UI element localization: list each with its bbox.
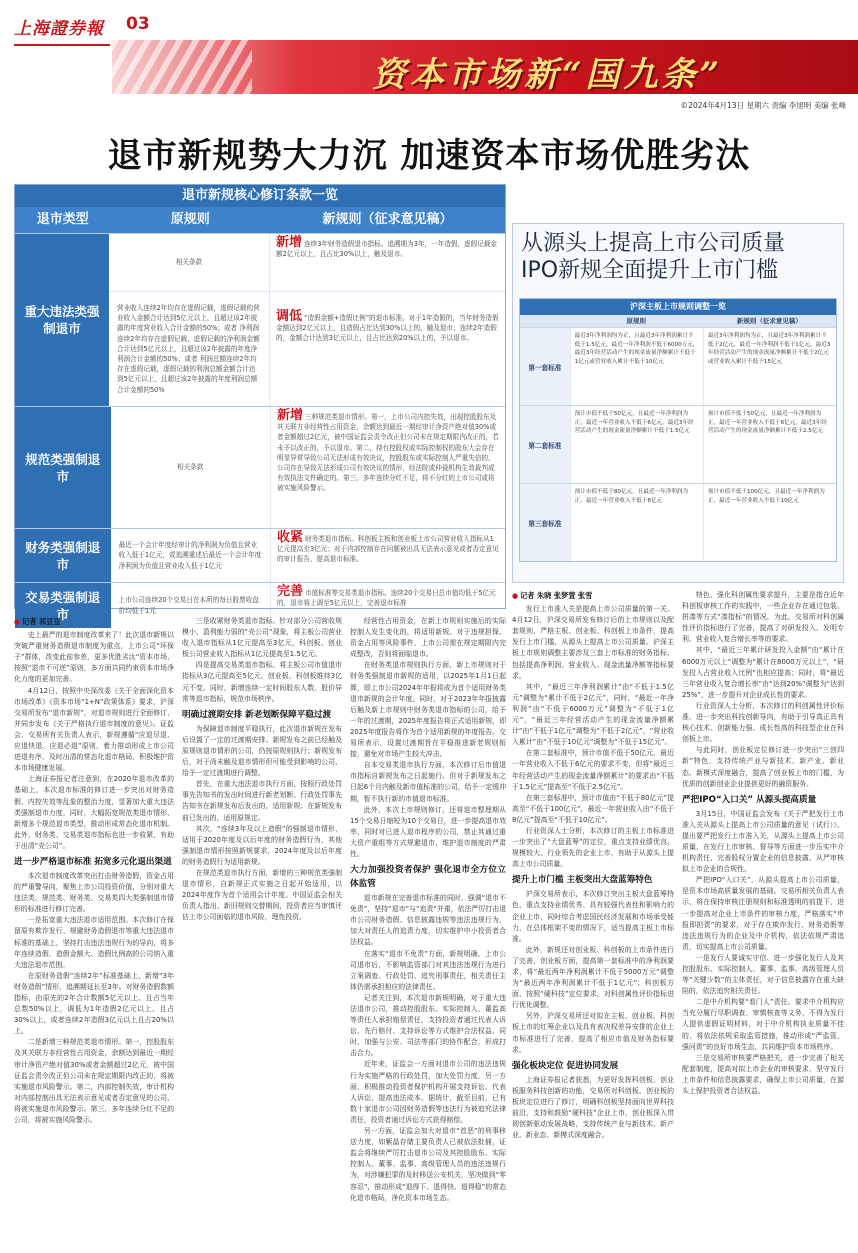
new-rule-text: 市值标准等交易类退市指标。连续20个交易日总市值均低于5亿元的，退市将上调至5亿元以上，完善退市标准: [276, 589, 496, 608]
old-rule-cell: 上市公司连续20个交易日在本所的每日股票收盘价均低于1元: [118, 596, 259, 615]
old-rule-cell: 最近一个会计年度经审计的净利润为负值且营业收入低于1亿元，或追溯重述后最近一个会计年度净利润为负值且营业收入低于1亿元: [118, 541, 262, 570]
ipo-old-cell: 预计市值不低于80亿元，且最近一年净利润为正，最近一年营业收入不低于8亿元: [570, 484, 703, 561]
paragraph: 自本交易类退市执行方面，本次修订后市值退市指标自新规发布之日起施行。但对于新规发布之日起6个月内触及新市值标准的公司，给予一定缓冲期，暂不执行新的市值退市标准。: [350, 761, 506, 803]
change-tag: 完善: [276, 584, 303, 599]
header-new-rule: 新规则（征求意见稿）: [322, 212, 453, 227]
paragraph: 4月12日，按照中央深改委《关于全面深化资本市场改革》《资本市场“1+N”政策体系》要求，沪深交易所发布“退市新规”，对退市规则进行全面修订，并同步发布《关于严格执行退市制度的意见》。证监会、交易所有关负责人表示，新规遵循“应退尽退、应退快退、应退必退”原则，着力推动形成上市公司进退有序、及时出清的常态化退市格局，积极维护资本市场健康发展。: [14, 686, 174, 773]
new-rule-text: “造假金额+造假比例”的退市标准。对于1年造假的，当年财务造假金额达到2亿元以上，且造假占比达到30%以上的，触及退市；连续2年造假的，金额合计达到3亿元以上，且占比达到20%以上的，予以退市。: [276, 313, 499, 343]
section-banner-title: 资本市场新“国九条”: [372, 55, 724, 95]
feature-title: 从源头上提高上市公司质量 IPO新规全面提升上市门槛: [521, 231, 786, 283]
paragraph: 一是拓宽重大违法退市适用范围。本次修订在保留原有欺诈发行、规避财务造假退市等重大违法退市标准的基础上，坚持打击违法违规行为的导向，将多年连续造假、造假金额大、造假比例高的公司纳入重大违法退市范围。: [14, 916, 174, 969]
paragraph: 在第二套标准中，预计市值不低于50亿元、最近一年营业收入不低于6亿元的要求不变，但将“最近三年经营活动产生的现金流量净额累计”的要求由“不低于1.5亿元”提高至“不低于2.5亿元”。: [512, 749, 674, 791]
paragraph: 沪深交易所表示，本次修订突出主板大盘蓝筹特色，重点支持业绩优秀、具有较强代表性和影响力的企业上市，同时综合考虑国民经济发展和市场承受能力，在总体框架不变的情况下，适当提高主板上市标准。: [512, 890, 674, 943]
page-number: 03: [126, 14, 150, 34]
table-row-financial: [15, 528, 505, 582]
ipo-row-label: 第三套标准: [520, 484, 570, 561]
subheading: 进一步严格退市标准 拓宽多元化退出渠道: [14, 856, 172, 867]
bullet-icon: ●: [14, 618, 21, 626]
subheading: 强化板块定位 促进协同发展: [512, 1060, 619, 1071]
paragraph: 严把IPO“入口关”，从源头提高上市公司质量，是资本市场高质量发展的基础。交易所相关负责人表示，将在保持审核注册规则和标准透明的前提下，进一步提高对企业上市条件的审核力度，严格落实“申报即担责”的要求，对于存在欺诈发行、财务造假等违法违规行为的企业及中介机构，依法依规严肃追责，切实提高上市公司质量。: [682, 876, 844, 951]
category-label: 规范类强制退市: [15, 407, 111, 528]
ipo-table-title: 沪深主板上市规则调整一览: [520, 299, 836, 315]
byline: ● 记者 祁豆豆: [14, 617, 61, 626]
paragraph: 一是发行人要诚实守信、进一步强化发行人及其控股股东、实际控制人、董事、监事、高级管理人员等“关键少数”的主体责任，对于信息披露存在重大缺陷的，依法追究相关责任。: [682, 953, 844, 996]
paragraph: 上海证券报记者注意到，在2020年退市改革的基础上，本次退市标准的修订进一步突出对财务造假、内控失效等乱象的整治力度，显著加大重大违法类强制退市力度，同时，大幅拓宽规范类退市情形，新增多个规范退市类型，推动形成常态化退市机制。此外，财务类、交易类退市指标也进一步收紧，有助于出清“壳公司”。: [14, 775, 174, 850]
ipo-old-cell: 预计市值不低于50亿元，且最近一年净利润为正，最近一年营业收入不低于6亿元，最近3年经营活动产生的现金流量净额累计不低于1.5亿元: [570, 406, 703, 483]
new-rule-cell: [269, 234, 505, 291]
paragraph: 四是提高交易类退市指标。将主板公司市值退市指标从3亿元提高至5亿元，创业板、科创板维持3亿元不变。同时，新增连续一定时间股东人数、股价异常等退市指标，规范市场秩序。: [182, 661, 342, 703]
ipo-header-blank: [520, 315, 570, 327]
dateline: ©2024年4月13日 星期六 责编 李旭明 美编 张峰: [680, 101, 846, 110]
paragraph: 特色、强化科创属性要求提升，主要是指在近年科创板审核工作的实践中，一些企业存在通过包装、拼凑等方式“凑指标”的情况，为此，交易所对科创属性评价指标进行了完善，提高了对研发投入、发明专利、营业收入复合增长率等的要求。: [682, 591, 844, 644]
ipo-old-cell: 最近3年净利润均为正，且最近3年净利润累计不低于1.5亿元，最近一年净利润不低于6000万元，最近3年经营活动产生的现金流量净额累计不低于1亿元或营业收入累计不低于10亿元: [570, 328, 703, 405]
paragraph: 其中，“最近三年累计研发投入金额”由“累计在6000万元以上”调整为“累计在8000万元以上”，“研发投入占营业收入比例”也相应提高；同时，将“最近三年营业收入复合增长率”由“达到20%”调整为“达到25%”，进一步提升对企业成长性的要求。: [682, 646, 844, 699]
paragraph: 其中，“最近三年净利润累计”由“不低于1.5亿元”调整为“累计不低于2亿元”，同时，“最近一年净利润”由“不低于6000万元”调整为“不低于1亿元”，“最近三年经营活动产生的现金流量净额累计”由“不低于1亿元”调整为“不低于2亿元”，“营业收入累计”由“不低于10亿元”调整为“不低于15亿元”。: [512, 682, 674, 747]
brand-divider: [14, 44, 110, 46]
paragraph: 记者关注到，本次退市新规明确，对于重大违法退市公司，推动控股股东、实际控制人、董监高等责任人承担赔偿责任，支持投资者通过代表人诉讼、先行赔付、支持诉讼等方式维护合法权益。同时，加强与公安、司法等部门的协作配合，形成打击合力。: [350, 993, 506, 1058]
paragraph: 退市新规在完善退市标准的同时，强调“退市不免责”，坚持“退市”与“追责”并重，依法严厉打击退市公司财务造假、信息披露违规等违法违规行为，加大对责任人的追责力度，切实维护中小投资者合法权益。: [350, 894, 506, 947]
paragraph: 另外，沪深交易所还对拟在主板、创业板、科创板上市的红筹企业以及具有表决权差异安排的企业上市标准进行了完善，提高了相应市值及财务指标要求。: [512, 1012, 674, 1054]
newspaper-brand: 上海證券報: [14, 19, 104, 39]
section-banner: [112, 40, 858, 94]
subheading: 提升上市门槛 主板突出大盘蓝筹特色: [512, 875, 653, 886]
ipo-table-header: [520, 315, 836, 327]
banner-stripes: [112, 40, 252, 94]
new-rule-text: 连续3年财务造假退市指标。追溯期为3年，一年造假，虚假记载金额2亿元以上，且占比30%以上，触及退市。: [276, 240, 498, 259]
ipo-header-new: 新规则（征求意见稿）: [736, 317, 802, 325]
change-tag: 新增: [276, 235, 303, 250]
ipo-feature-box: [512, 223, 844, 583]
ipo-header-old: 原规则: [626, 317, 647, 325]
page-headline: 退市新规势大力沉 加速资本市场优胜劣汰: [107, 136, 751, 176]
ipo-row-standard-3: [520, 483, 836, 561]
paragraph: 在落实“退市不免责”方面，新规明确，上市公司退市后，不影响监管部门对其违法违规行为进行立案调查、行政处罚、追究刑事责任，相关责任主体仍需承担相应的法律责任。: [350, 949, 506, 991]
paragraph: 其次，“连续3年及以上造假”的强制退市情形，适用于2020年度及以后年度的财务造假行为，其他强制退市情形按照新规要求，2024年度及以后年度的财务造假行为适用新规。: [182, 824, 342, 866]
paragraph: 三是收紧财务类退市指标。针对部分公司营收规模小、盈利能力弱的“壳公司”现象，将主板公司营业收入退市指标从1亿元提高至3亿元，科创板、创业板公司营业收入指标从1亿元提高至1.5亿元。: [182, 617, 342, 659]
ipo-new-cell: 最近3年净利润均为正，且最近3年净利润累计不低于2亿元，最近一年净利润不低于1亿元，最近3年经营活动产生的现金流量净额累计不低于2亿元或营业收入累计不低于15亿元: [703, 328, 836, 405]
article-right-column-1: [512, 590, 674, 1246]
paragraph: 在原财务造假“连续2年”标准基础上，新增“3年财务造假”情形，追溯期延长至3年。对财务造假数额指标，由原先的2年合计数额5亿元以上、且占当年总数50%以上，调低为1年造假2亿元以上、且占30%以上，或者连续2年造假3亿元以上且占20%以上。: [14, 971, 174, 1036]
ipo-row-standard-1: [520, 327, 836, 405]
paragraph: 首先，在重大违法退市执行方面，按照行政处罚事先告知书的发出时间进行新老划断。行政处罚事先告知书在新规发布后发出的，适用新规；在新规发布前已发出的，适用原规定。: [182, 780, 342, 822]
subheading: 大力加强投资者保护 强化退市全方位立体监管: [350, 865, 506, 890]
paragraph: 此外，本次上市规则修订，还将退市整理期从15个交易日缩短为10个交易日，进一步提高退市效率，同时对已进入退市程序的公司，禁止其通过重大资产重组等方式规避退市，维护退市制度的严肃性。: [350, 805, 506, 858]
table-row-standard: [15, 406, 505, 528]
ipo-new-cell: 预计市值不低于100亿元，且最近一年净利润为正，最近一年营业收入不低于10亿元: [703, 484, 836, 561]
byline: ● 记者 朱晓 张梦萱 张雪: [512, 591, 593, 600]
old-rule-cell: 相关条款: [175, 258, 203, 267]
change-tag: 新增: [276, 408, 303, 423]
subheading: 明确过渡期安排 新老划断保障平稳过渡: [182, 709, 332, 720]
ipo-row-standard-2: [520, 405, 836, 483]
header-old-rule: 原规则: [170, 212, 210, 227]
ipo-rules-table: [519, 298, 837, 562]
table-header: [15, 207, 505, 233]
category-label: 重大违法类强制退市: [15, 234, 109, 406]
new-rule-cell: [269, 292, 505, 406]
article-right-column-2: [682, 590, 844, 1246]
ipo-new-cell: 预计市值不低于50亿元，且最近一年净利润为正，最近一年营业收入不低于6亿元，最近3年经营活动产生的现金流量净额累计不低于2.5亿元: [703, 406, 836, 483]
paragraph: 上海证券报记者获悉，为更好发挥科创板、创业板服务科技创新的功能，交易所对科创板、创业板的板块定位进行了修订，明确科创板坚持面向世界科技前沿，支持和鼓励“硬科技”企业上市，创业板深入贯彻创新驱动发展战略，支持传统产业与新技术、新产业、新业态、新模式深度融合。: [512, 1075, 674, 1140]
table-title: 退市新规核心修订条款一览: [15, 185, 505, 207]
paragraph: 发行上市准入关是提高上市公司质量的第一关。4月12日，沪深交易所发布修订后的上市规则以及配套规则，严格主板、创业板、科创板上市条件，提高发行上市门槛，从源头上提高上市公司质量。沪深主板上市规则调整主要涉及三套上市标准的财务指标，包括提高净利润、营业收入、现金流量净额等指标要求。: [512, 605, 674, 680]
paragraph: 二是新增三种规范类退市情形。第一，控股股东及其关联方非经营性占用资金，余额达到最近一期经审计净资产绝对值30%或者金额超过2亿元，被中国证监会责令改正但公司未在规定期限内改正的，将被实施退市风险警示。第二，内部控制失效，审计机构对内部控制出具无法表示意见或者否定意见的公司，将被实施退市风险警示。第三，多年连续分红不足的公司，将被实施风险警示。: [14, 1038, 174, 1125]
paragraph: 在财务类退市规则执行方面，新上市规则对于财务类强制退市新规的适用，以2025年1月1日起算，即上市公司2024年年报将成为首个适用财务类退市新规的会计年度。同时，对于2023年年报披露后触及新上市规则中财务类退市指标的公司，给予一年的过渡期，2025年度报告将正式适用新规，即2025年度报告将作为首个适用新规的年度报告。交易所表示，设置过渡期旨在平稳推进新老规则衔接，避免对市场产生较大冲击。: [350, 661, 506, 759]
old-rule-cell: 营业收入连续2年均存在虚假记载，虚假记载的营业收入金额合计达到5亿元以上，且超过该2年披露的年度营业收入合计金额的50%；或者 净利润连续2年均存在虚假记载，虚假记载的净利润金额合计达到5亿元以上，且超过该2年披露的年度净利润合计金额的50%；或者 利润总额连续2年均存在虚假记载，虚假记载的利润总额金额合计达到5亿元以上，且超过该2年披露的年度利润总额合计金额的50%: [117, 303, 260, 394]
paragraph: 经营性占用资金，在新上市规则实施后的实际控制人发生变化的，将适用新规。对于违规担保、资金占用等风险事件，上市公司需在规定期限内完成整改，否则将面临退市。: [350, 617, 506, 659]
new-rule-text: 财务类退市指标。科创板主板和创业板上市公司营业收入指标从1亿元提高至3亿元；对于内部控制存在问题被出具无法表示意见或者否定意见的审计报告，提高退市标准。: [276, 535, 499, 564]
paragraph: 三是交易所审核要严格把关，进一步完善了相关配套制度，提高对拟上市企业的审核要求，坚守发行上市条件和信息披露要求，确保上市公司质量，在源头上保护投资者合法权益。: [682, 1053, 844, 1096]
paragraph: 为保障退市制度平稳执行，此次退市新规在发布后设置了一定的过渡期安排。新规发布之前已经触及原规则退市情形的公司，仍按原规则执行；新规发布后，对于尚未触及退市情形但可能受到影响的公司，给予一定过渡期进行调整。: [182, 724, 342, 778]
category-label: 财务类强制退市: [15, 529, 111, 582]
paragraph: 二是中介机构要“看门人”责任。要求中介机构应当充分履行尽职调查、审慎核查等义务，不得为发行人提供虚假证明材料，对于中介机构执业质量不佳的，将依法依规采取监管措施，推动形成“严监管、强问责”的良好市场生态，共同维护资本市场秩序。: [682, 998, 844, 1051]
paragraph: 3月15日，中国证监会发布《关于严把发行上市准入关从源头上提高上市公司质量的意见（试行）》，提出要严把发行上市准入关，从源头上提高上市公司质量，在发行上市审核、督导等方面进一步压实中介机构责任，完善股权分置企业的信息披露，从严审核拟上市企业的合规性。: [682, 809, 844, 874]
paragraph: 另一方面，证监会加大对退市“首恶”的刑事移送力度，如紫晶存储主要负责人已被依法批捕，证监会将继续严厉打击退市公司及其控股股东、实际控制人、董事、监事、高级管理人员的违法违规行为，对涉嫌犯罪的及时移送公安机关，坚决做到“零容忍”，推动形成“退得下、退得快、退得稳”的常态化退市格局，净化资本市场生态。: [350, 1127, 506, 1202]
article-left-column-3: [350, 616, 506, 1246]
change-tag: 收紧: [276, 530, 303, 545]
new-rule-cell: [270, 407, 505, 528]
paragraph: 在规范类退市执行方面，新增的三种规范类强制退市情形，自新规正式实施之日起开始适用，以2024年度作为首个适用会计年度。中国证监会相关负责人指出，新旧规则交替期间，投资者应当审慎评估上市公司面临的退市风险，理性投资。: [182, 868, 342, 922]
paragraph: 此外，新规还对创业板、科创板的上市条件进行了完善，创业板方面，提高第一套标准中的净利润要求，将“最近两年净利润累计不低于5000万元”调整为“最近两年净利润累计不低于1亿元”；科创板方面，按照“硬科技”定位要求，对科创属性评价指标进行优化调整。: [512, 945, 674, 1010]
paragraph: 行业资深人士分析，本次修订的科创属性评价标准，进一步突出科技创新导向，有助于引导真正具有核心技术、创新能力强、成长性高的科技型企业在科创板上市。: [682, 701, 844, 744]
new-rule-cell: [270, 529, 505, 582]
paragraph: 与此同时，创业板定位修订进一步突出“三创四新”特色，支持传统产业与新技术、新产业、新业态、新模式深度融合，提高了创业板上市的门槛，为优质的创新创业企业提供更好的融资服务。: [682, 746, 844, 788]
masthead: [0, 0, 858, 110]
new-rule-text: 三种规范类退市情形。第一，上市公司内控失效，出现控股股东及其关联方非经营性占用资金，余额达到最近一期经审计净资产绝对值30%或者金额超过2亿元，被中国证监会责令改正但公司未在规定期限内改正的，若未予以改正的，予以退市。第二，持有控股权或实际控制权的股东大会存在明显异常导致公司无法形成有效决议，控股股东或实际控制人严重失信的，公司存在导致无法形成公司有效决议的情形，经法院或仲裁机构生效裁判或有效执法文件确定的。第三，多年连续分红不足，将不分红的上市公司或将被实施风险警示。: [276, 413, 499, 493]
paragraph: 本次退市制度改革突出打击财务造假，资金占用的严重警导向，聚焦上市公司投资价值，分别对重大违法类、规范类、财务类、交易类四大类强制退市情形的标准进行修订完善。: [14, 871, 174, 914]
article-left-column-2: [182, 616, 342, 1246]
ipo-row-label: 第二套标准: [520, 406, 570, 483]
paragraph: 行业资深人士分析，本次修订的主板上市标准进一步突出了“大盘蓝筹”的定位，重点支持业绩优良、规模较大、行业领先的企业上市，有助于从源头上提高上市公司质量。: [512, 826, 674, 869]
old-rule-cell: 相关条款: [177, 463, 204, 472]
header-type: 退市类型: [36, 212, 89, 227]
subheading: 严把IPO“入口关” 从源头提高质量: [682, 794, 817, 805]
category-label: 交易类强制退市: [15, 583, 111, 628]
table-row-major-violation: [15, 233, 505, 406]
paragraph: 近年来，证监会一方面对退市公司的违法违规行为实施严格的行政处罚，加大处罚力度，另一方面，积极推动投资者保护机构开展支持诉讼、代表人诉讼，提高违法成本。据统计，截至目前，已有数十家退市公司因财务造假等违法行为被追究法律责任，投资者通过诉讼方式获得赔偿。: [350, 1060, 506, 1124]
ipo-row-label: 第一套标准: [520, 328, 570, 405]
article-left-column-1: [14, 616, 174, 1246]
bullet-icon: ●: [512, 592, 519, 600]
change-tag: 调低: [276, 308, 303, 324]
paragraph: 在第三套标准中，预计市值由“不低于80亿元”提高至“不低于100亿元”，最近一年营业收入由“不低于8亿元”提高至“不低于10亿元”。: [512, 793, 674, 824]
paragraph: 史上最严的退市制度改革来了！此次退市新规以突破严重财务造假退市制度为重点，上市公司“环保子”群体，改变此前参差，更多优胜劣汰“资本市场，按照“退市不可逆”原则，多方面共同约束资本市场净化力度的更加完善。: [14, 631, 174, 684]
